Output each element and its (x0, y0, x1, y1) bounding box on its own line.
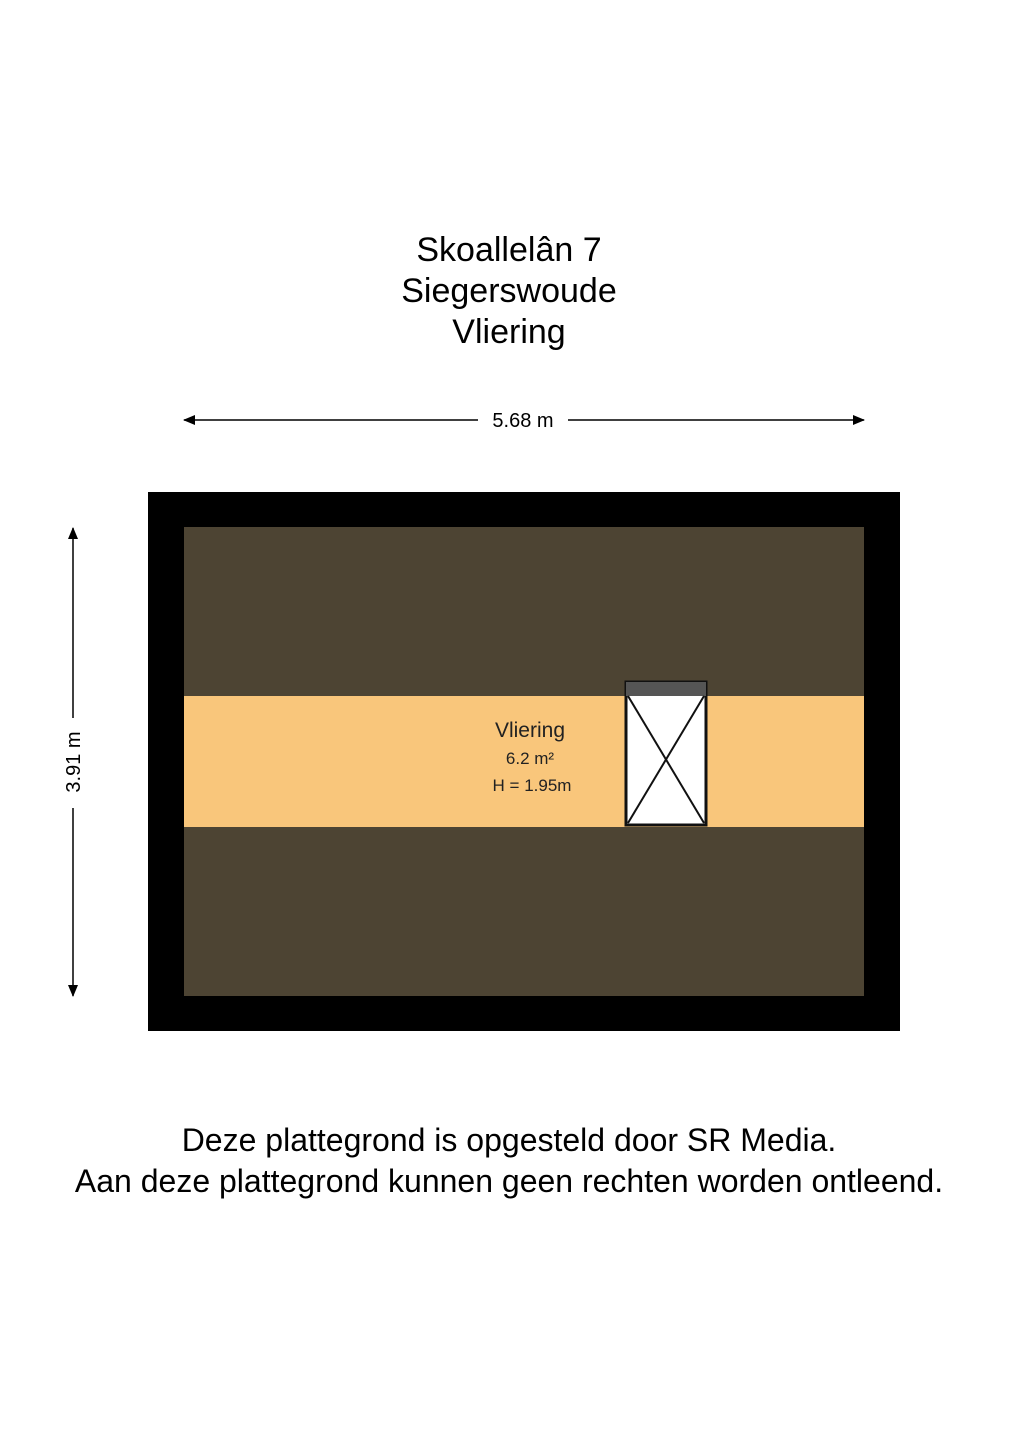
address-title: Skoallelân 7 (416, 231, 602, 269)
disclaimer-line-1: Deze plattegrond is opgesteld door SR Media. (181, 1122, 837, 1158)
roof-hatch (626, 682, 706, 825)
width-label: 5.68 m (492, 410, 554, 432)
room-area: 6.2 m² (505, 749, 555, 768)
hatch-frame (626, 682, 706, 825)
room-name: Vliering (494, 719, 566, 742)
width-dimension (184, 410, 864, 432)
height-dimension (63, 528, 85, 996)
height-label: 3.91 m (63, 731, 85, 793)
town-title: Siegerswoude (401, 272, 617, 310)
room-ceiling-height: H = 1.95m (492, 776, 572, 795)
hatch-header (626, 682, 706, 696)
disclaimer-line-2: Aan deze plattegrond kunnen geen rechten worden ontleend. (74, 1163, 944, 1199)
floor-title: Vliering (452, 313, 566, 351)
disclaimer (0, 1120, 1018, 1202)
